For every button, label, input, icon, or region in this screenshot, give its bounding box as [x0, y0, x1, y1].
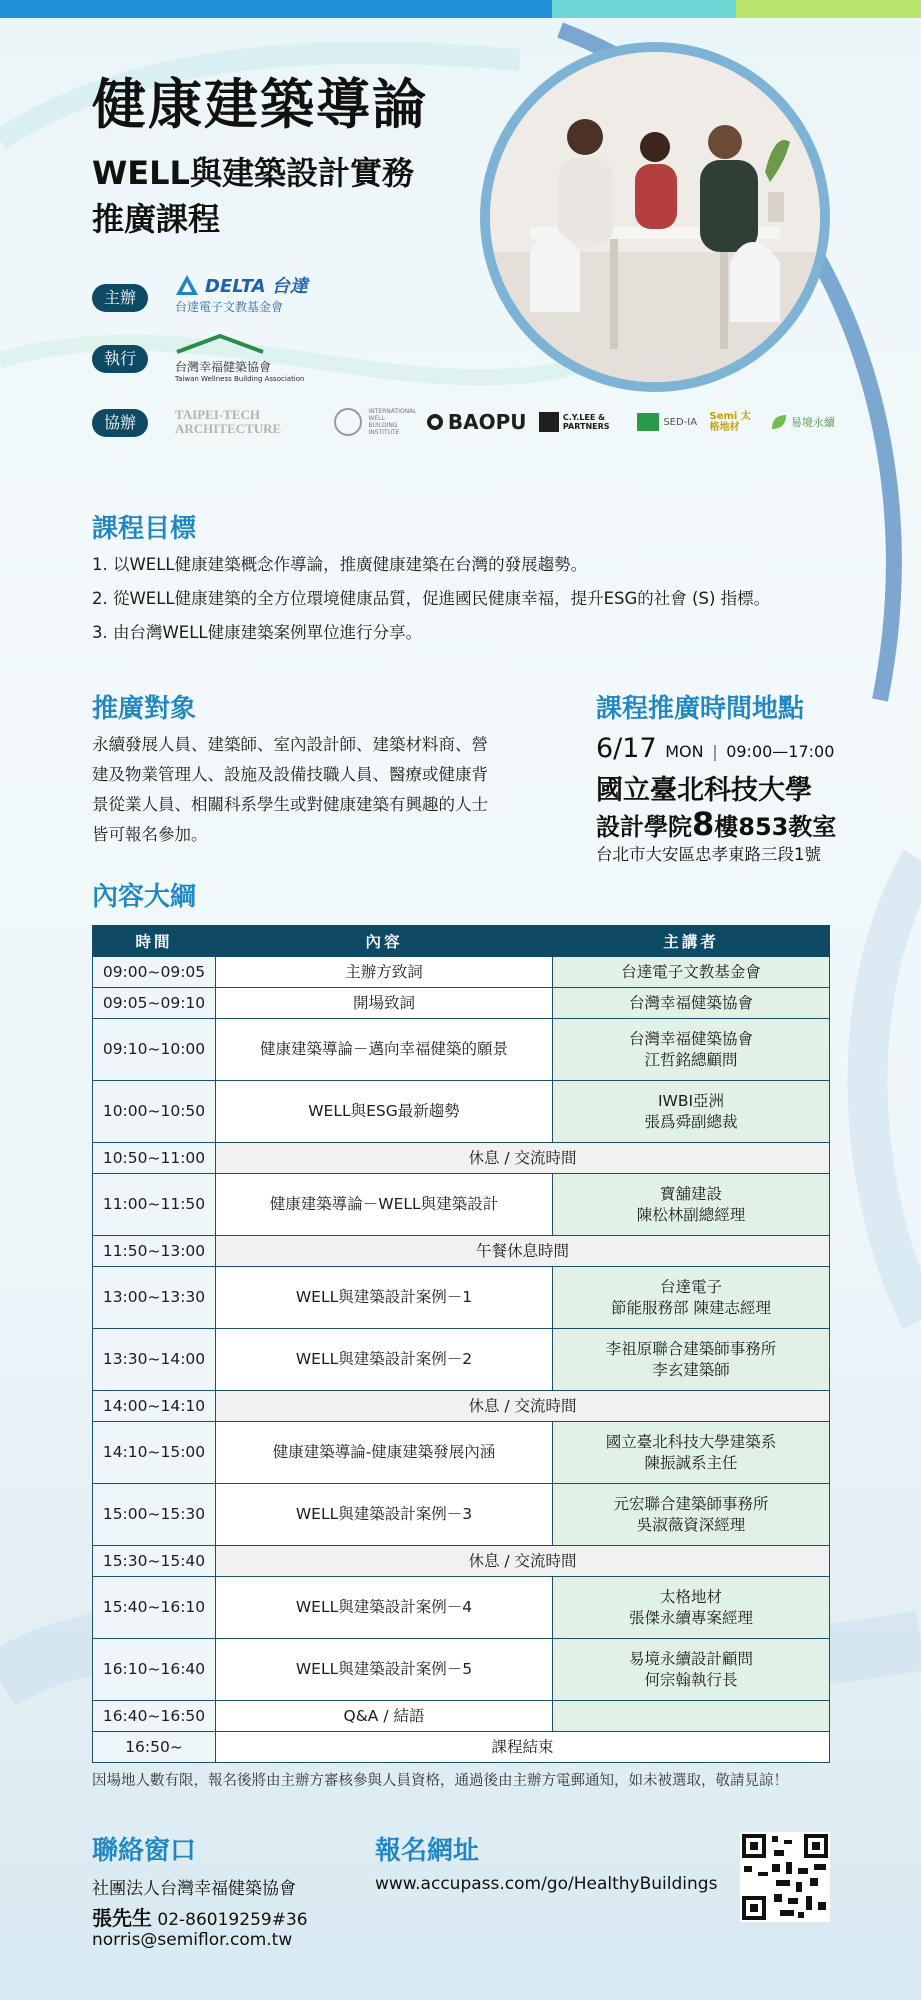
- audience-heading: 推廣對象: [92, 694, 197, 724]
- speaker-line: 國立臺北科技大學建築系: [605, 1432, 777, 1451]
- schedule-row: [93, 1391, 830, 1422]
- venue-separator: |: [712, 742, 718, 761]
- goals-heading: 課程目標: [92, 514, 197, 544]
- registration-qr-code[interactable]: [740, 1832, 830, 1922]
- venue-place2-prefix: 設計學院: [596, 813, 692, 841]
- taipei-tech-logo: TAIPEI-TECH ARCHITECTURE: [175, 407, 282, 436]
- schedule-row: [93, 1081, 830, 1143]
- schedule-speaker-cell: [553, 1019, 830, 1081]
- exec-name-en: Taiwan Wellness Building Association: [175, 375, 305, 383]
- registration-footnote: 因場地人數有限，報名後將由主辦方審核參與人員資格，通過後由主辦方電郵通知，如未被選取，敬請見諒！: [92, 1773, 788, 1789]
- venue-place1: 國立臺北科技大學: [596, 775, 812, 806]
- schedule-time-cell: 16:10~16:40: [93, 1639, 216, 1701]
- yijing-logo: [770, 413, 835, 431]
- venue-datetime: [596, 733, 834, 764]
- delta-triangle-icon: [175, 274, 199, 296]
- schedule-speaker-cell: [553, 988, 830, 1019]
- schedule-content-cell: WELL與建築設計案例－2: [216, 1329, 553, 1391]
- schedule-row: [93, 1143, 830, 1174]
- schedule-content-cell: 主辦方致詞: [216, 957, 553, 988]
- venue-heading: 課程推廣時間地點: [596, 694, 805, 724]
- audience-line: 景從業人員、相關科系學生或對健康建築有興趣的人士: [92, 795, 488, 814]
- schedule-time-cell: 09:10~10:00: [93, 1019, 216, 1081]
- speaker-line: 太格地材: [659, 1587, 722, 1606]
- exec-name: 台灣幸福健築協會: [175, 360, 272, 374]
- venue-time: 09:00—17:00: [726, 742, 835, 761]
- cylee-square-icon: [539, 412, 559, 432]
- speaker-line: 台灣幸福健築協會: [628, 1029, 753, 1048]
- schedule-speaker-cell: [553, 1701, 830, 1732]
- meeting-illustration: [490, 52, 820, 382]
- schedule-speaker-cell: [553, 1422, 830, 1484]
- goals-list: [92, 548, 872, 650]
- audience-line: 建及物業管理人、設施及設備技職人員、醫療或健康背: [92, 765, 488, 784]
- schedule-content-cell: WELL與建築設計案例－1: [216, 1267, 553, 1329]
- page-title: 健康建築導論: [92, 73, 428, 136]
- schedule-speaker-cell: [553, 957, 830, 988]
- venue-place2-suffix: 樓853教室: [714, 813, 837, 841]
- schedule-break-cell: 休息 / 交流時間: [216, 1143, 830, 1174]
- contact-name-phone: [92, 1902, 308, 1931]
- header-speaker: 主講者: [553, 926, 830, 957]
- schedule-row: [93, 1422, 830, 1484]
- twba-logo: [175, 332, 304, 383]
- schedule-time-cell: 13:00~13:30: [93, 1267, 216, 1329]
- schedule-break-cell: 午餐休息時間: [216, 1236, 830, 1267]
- schedule-table: [92, 925, 830, 1763]
- yijing-leaf-icon: [770, 413, 788, 431]
- schedule-row: [93, 957, 830, 988]
- yijing-logo-text: 易境永續: [790, 416, 835, 429]
- schedule-row: [93, 1546, 830, 1577]
- schedule-time-cell: 10:50~11:00: [93, 1143, 216, 1174]
- hero-photo-frame: [480, 42, 830, 392]
- schedule-content-cell: 開場致詞: [216, 988, 553, 1019]
- schedule-time-cell: 15:40~16:10: [93, 1577, 216, 1639]
- speaker-line: 台灣幸福健築協會: [628, 993, 753, 1012]
- goal-item: 3. 由台灣WELL健康建築案例單位進行分享。: [92, 623, 423, 642]
- venue-date: 6/17: [596, 733, 657, 764]
- audience-line: 永續發展人員、建築師、室內設計師、建築材料商、營: [92, 735, 488, 754]
- schedule-row: [93, 1484, 830, 1546]
- schedule-time-cell: 15:00~15:30: [93, 1484, 216, 1546]
- hero-photo-meeting: [490, 52, 820, 382]
- schedule-content-cell: WELL與建築設計案例－5: [216, 1639, 553, 1701]
- sedia-block-icon: [637, 413, 659, 431]
- page-subtitle-line1: WELL與建築設計實務: [92, 154, 414, 192]
- schedule-time-cell: 13:30~14:00: [93, 1329, 216, 1391]
- twba-roof-icon: [175, 332, 265, 354]
- schedule-time-cell: 14:10~15:00: [93, 1422, 216, 1484]
- speaker-line: 張爲舜副總裁: [644, 1112, 738, 1131]
- schedule-break-cell: 休息 / 交流時間: [216, 1391, 830, 1422]
- speaker-line: 何宗翰執行長: [644, 1670, 738, 1689]
- speaker-line: 台達電子文教基金會: [621, 962, 761, 981]
- page-subtitle-line2: 推廣課程: [92, 200, 221, 238]
- schedule-time-cell: 16:50~: [93, 1732, 216, 1763]
- contact-org: 社團法人台灣幸福健築協會: [92, 1879, 296, 1899]
- schedule-time-cell: 09:05~09:10: [93, 988, 216, 1019]
- register-heading: 報名網址: [375, 1836, 480, 1866]
- speaker-line: 吳淑薇資深經理: [636, 1515, 746, 1534]
- schedule-speaker-cell: [553, 1577, 830, 1639]
- schedule-content-cell: 健康建築導論-健康建築發展內涵: [216, 1422, 553, 1484]
- cylee-logo-text: C.Y.LEE & PARTNERS: [562, 413, 610, 431]
- schedule-content-cell: 健康建築導論－WELL與建築設計: [216, 1174, 553, 1236]
- schedule-row: [93, 1329, 830, 1391]
- qr-code-icon: [740, 1832, 830, 1922]
- schedule-content-cell: 健康建築導論－邁向幸福健築的願景: [216, 1019, 553, 1081]
- outline-heading: 內容大綱: [92, 882, 197, 912]
- schedule-row: [93, 1732, 830, 1763]
- sedia-logo-text: SED-IA: [663, 416, 698, 428]
- co-organizer-label-pill: 協辦: [92, 409, 148, 437]
- goal-item: 2. 從WELL健康建築的全方位環境健康品質，促進國民健康幸福，提升ESG的社會 (S) 指標。: [92, 589, 771, 608]
- speaker-line: 陳振誠系主任: [644, 1453, 738, 1472]
- iwbi-circle-icon: [332, 406, 364, 438]
- schedule-speaker-cell: [553, 1639, 830, 1701]
- schedule-speaker-cell: [553, 1174, 830, 1236]
- schedule-row: [93, 1019, 830, 1081]
- schedule-row: [93, 1701, 830, 1732]
- semi-logo: Semi 太格地材: [709, 411, 751, 433]
- schedule-break-cell: 休息 / 交流時間: [216, 1546, 830, 1577]
- register-url-link[interactable]: www.accupass.com/go/HealthyBuildings: [375, 1874, 718, 1894]
- header-time: 時間: [93, 926, 216, 957]
- schedule-header-row: [93, 926, 830, 957]
- delta-logo-text: DELTA 台達: [205, 276, 308, 297]
- schedule-content-cell: WELL與ESG最新趨勢: [216, 1081, 553, 1143]
- schedule-row: [93, 1267, 830, 1329]
- schedule-row: [93, 1236, 830, 1267]
- schedule-speaker-cell: [553, 1484, 830, 1546]
- schedule-time-cell: 16:40~16:50: [93, 1701, 216, 1732]
- cylee-logo: [539, 412, 625, 432]
- host-label-pill: 主辦: [92, 284, 148, 312]
- schedule-time-cell: 11:50~13:00: [93, 1236, 216, 1267]
- schedule-speaker-cell: [553, 1081, 830, 1143]
- venue-floor: 8: [692, 805, 715, 843]
- iwbi-logo: [332, 406, 417, 438]
- audience-line: 皆可報名參加。: [92, 825, 208, 844]
- schedule-time-cell: 11:00~11:50: [93, 1174, 216, 1236]
- speaker-line: 易境永續設計顧問: [628, 1649, 753, 1668]
- contact-heading: 聯絡窗口: [92, 1836, 197, 1866]
- contact-name: 張先生: [92, 1906, 152, 1930]
- header-content: 內容: [216, 926, 553, 957]
- schedule-content-cell: Q&A / 結語: [216, 1701, 553, 1732]
- schedule-row: [93, 1639, 830, 1701]
- speaker-line: IWBI亞洲: [657, 1091, 725, 1110]
- host-name: 台達電子文教基金會: [175, 300, 284, 314]
- venue-place2: [596, 805, 836, 843]
- schedule-speaker-cell: [553, 1329, 830, 1391]
- contact-email[interactable]: norris@semiflor.com.tw: [92, 1930, 293, 1950]
- baopu-logo: [427, 410, 527, 434]
- goal-item: 1. 以WELL健康建築概念作導論，推廣健康建築在台灣的發展趨勢。: [92, 555, 588, 574]
- speaker-line: 江哲銘總顧問: [644, 1050, 738, 1069]
- sedia-logo: [637, 413, 697, 431]
- baopu-circle-icon: [427, 414, 443, 430]
- schedule-row: [93, 988, 830, 1019]
- schedule-time-cell: 09:00~09:05: [93, 957, 216, 988]
- iwbi-logo-text: INTERNATIONAL WELL BUILDING INSTITUTE: [368, 408, 417, 436]
- schedule-time-cell: 15:30~15:40: [93, 1546, 216, 1577]
- schedule-time-cell: 10:00~10:50: [93, 1081, 216, 1143]
- speaker-line: 張傑永續專案經理: [628, 1608, 753, 1627]
- contact-phone: 02-86019259#36: [157, 1910, 308, 1930]
- baopu-logo-text: BAOPU: [447, 410, 527, 434]
- schedule-speaker-cell: [553, 1267, 830, 1329]
- speaker-line: 元宏聯合建築師事務所: [613, 1494, 769, 1513]
- schedule-time-cell: 14:00~14:10: [93, 1391, 216, 1422]
- venue-weekday: MON: [665, 742, 704, 761]
- exec-label-pill: 執行: [92, 345, 148, 373]
- speaker-line: 李祖原聯合建築師事務所: [605, 1339, 777, 1358]
- schedule-end-cell: 課程結束: [216, 1732, 830, 1763]
- audience-text: [92, 730, 552, 850]
- schedule-row: [93, 1174, 830, 1236]
- speaker-line: 寶舖建設: [659, 1184, 722, 1203]
- schedule-row: [93, 1577, 830, 1639]
- speaker-line: 陳松林副總經理: [636, 1205, 746, 1224]
- speaker-line: 節能服務部 陳建志經理: [611, 1298, 771, 1317]
- speaker-line: 李玄建築師: [652, 1360, 730, 1379]
- delta-logo: [175, 272, 308, 315]
- schedule-content-cell: WELL與建築設計案例－4: [216, 1577, 553, 1639]
- speaker-line: 台達電子: [659, 1277, 722, 1296]
- co-organizer-logos: [175, 404, 835, 440]
- schedule-content-cell: WELL與建築設計案例－3: [216, 1484, 553, 1546]
- venue-address: 台北市大安區忠孝東路三段1號: [596, 845, 821, 864]
